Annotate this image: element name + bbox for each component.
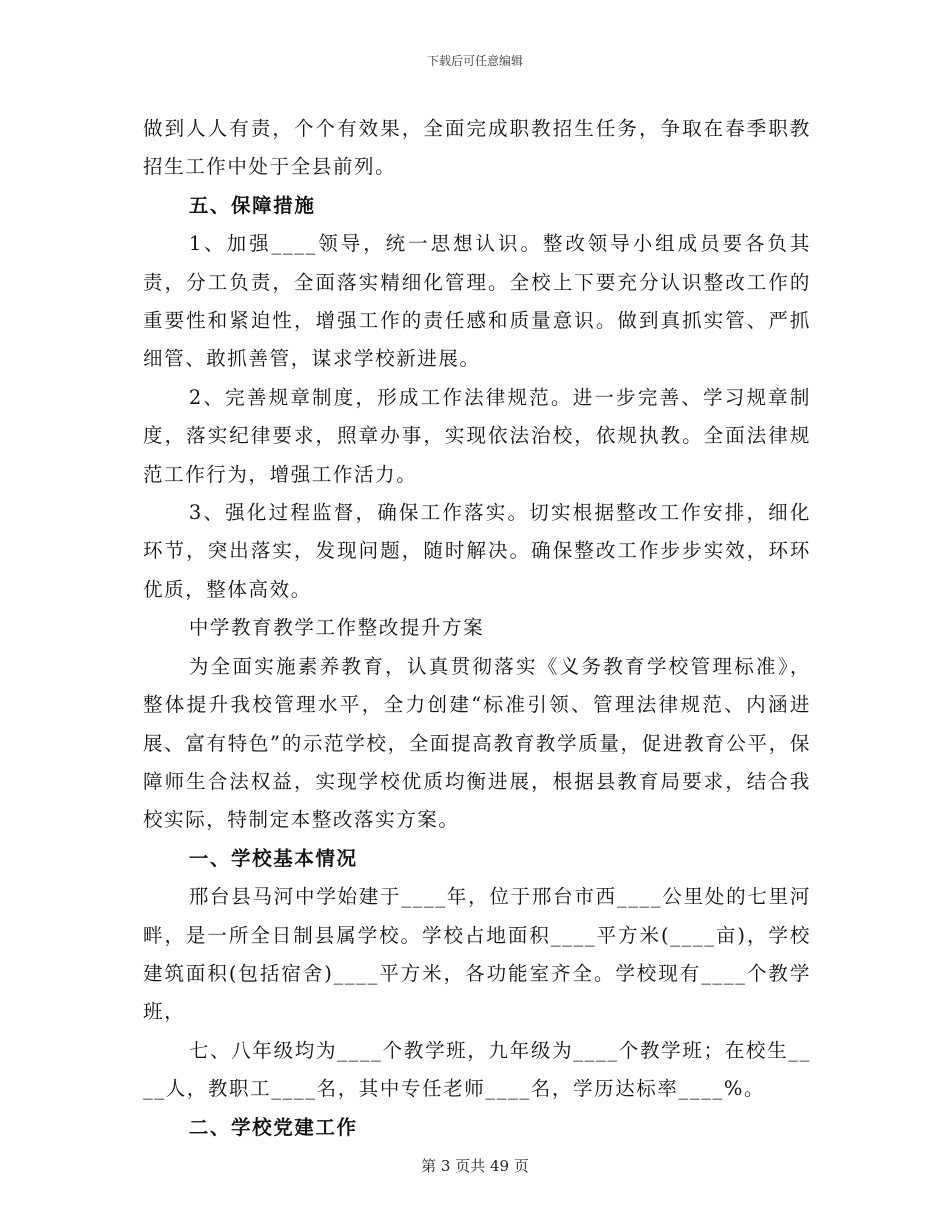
paragraph: 1、加强____领导，统一思想认识。整改领导小组成员要各负其责，分工负责，全面落实精细化管理。全校上下要充分认识整改工作的重要性和紧迫性，增强工作的责任感和质量意识。做到真抓实管、严抓细管、敢抓善管，谋求学校新进展。 [143, 232, 811, 371]
paragraph: 邢台县马河中学始建于____年，位于邢台市西____公里处的七里河畔，是一所全日制县属学校。学校占地面积____平方米(____亩)，学校建筑面积(包括宿舍)____平方米，各功能室齐全。学校现有____个教学班， [143, 885, 811, 1024]
page-number: 第 3 页共 49 页 [421, 1157, 529, 1175]
page-header: 下载后可任意编辑 [426, 54, 523, 68]
paragraph: 七、八年级均为____个教学班，九年级为____个教学班；在校生____人，教职工____名，其中专任老师____名，学历达标率____%。 [143, 1038, 811, 1101]
paragraph: 做到人人有责，个个有效果，全面完成职教招生任务，争取在春季职教招生工作中处于全县前列。 [143, 117, 811, 179]
paragraph: 为全面实施素养教育，认真贯彻落实《义务教育学校管理标准》，整体提升我校管理水平，全力创建“标准引领、管理法律规范、内涵进展、富有特色”的示范学校，全面提高教育教学质量，促进教育公平，保障师生合法权益，实现学校优质均衡进展，根据县教育局要求，结合我校实际，特制定本整改落实方案。 [143, 654, 811, 832]
paragraph: 2、完善规章制度，形成工作法律规范。进一步完善、学习规章制度，落实纪律要求，照章办事，实现依法治校，依规执教。全面法律规范工作行为，增强工作活力。 [143, 385, 811, 486]
document-body [143, 110, 811, 1147]
section-heading: 五、保障措施 [188, 193, 316, 217]
section-heading: 二、学校党建工作 [188, 1115, 358, 1139]
document-subtitle: 中学教育教学工作整改提升方案 [188, 616, 485, 640]
paragraph: 3、强化过程监督，确保工作落实。切实根据整改工作安排，细化环节，突出落实，发现问题，随时解决。确保整改工作步步实效，环环优质，整体高效。 [143, 501, 811, 601]
section-heading: 一、学校基本情况 [188, 846, 358, 870]
